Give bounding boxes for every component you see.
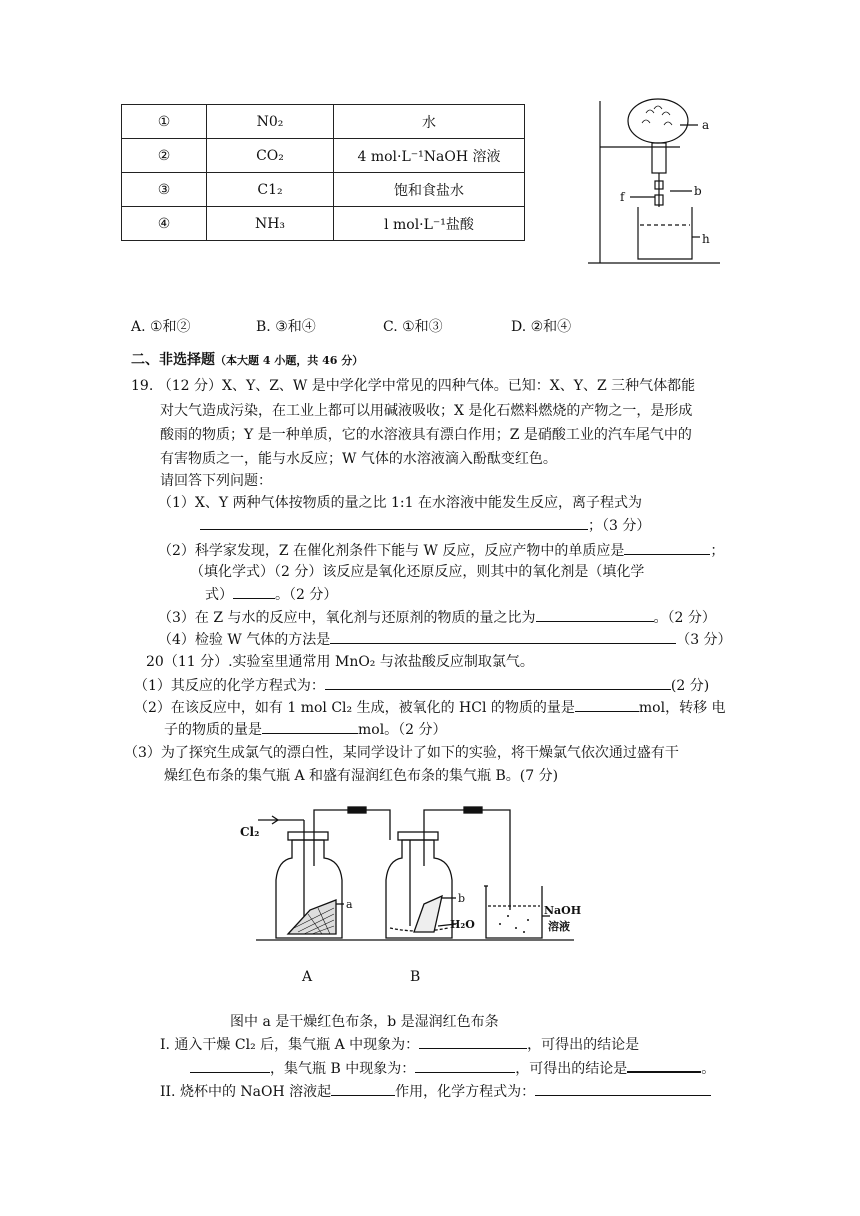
q19-part3 (158, 606, 716, 629)
answer-blank[interactable] (190, 1057, 270, 1073)
part-i-text: ，可得出的结论是 (527, 1037, 640, 1053)
liquid-cell: 水 (334, 105, 525, 139)
part-i-text: ，可得出的结论是 (515, 1061, 628, 1077)
row-number: ① (122, 105, 207, 139)
row-number: ② (122, 139, 207, 173)
part-ii-text: II. 烧杯中的 NaOH 溶液起 (160, 1084, 332, 1100)
gas-liquid-table (121, 104, 525, 241)
label-b: b (694, 184, 702, 198)
label-b: b (458, 892, 466, 905)
row-number: ④ (122, 207, 207, 241)
option-b: B. ③和④ (256, 319, 316, 335)
part-i-text: ，集气瓶 B 中现象为： (270, 1061, 416, 1077)
q19-part4 (158, 628, 732, 651)
q20-part1-text: （1）其反应的化学方程式为： (134, 678, 325, 694)
answer-blank[interactable] (331, 1080, 395, 1096)
section-heading (131, 349, 363, 372)
part-i-text: I. 通入干燥 Cl₂ 后，集气瓶 A 中现象为： (160, 1037, 420, 1053)
q19-line3: 酸雨的物质；Y 是一种单质，它的水溶液具有漂白作用；Z 是硝酸工业的汽车尾气中的 (160, 427, 692, 443)
gas-cell: N0₂ (207, 105, 334, 139)
table-row (122, 173, 525, 207)
liquid-cell: l mol·L⁻¹盐酸 (334, 207, 525, 241)
q19-part2 (158, 539, 724, 562)
naoh-label-2: 溶液 (548, 920, 570, 933)
answer-blank[interactable] (330, 628, 676, 644)
q19-line2: 对大气造成污染，在工业上都可以用碱液吸收；X 是化石燃料燃烧的产物之一，是形成 (160, 403, 693, 419)
answer-blank[interactable] (419, 1033, 527, 1049)
label-f: f (620, 190, 625, 204)
table-row (122, 139, 525, 173)
answer-blank[interactable] (627, 1056, 701, 1073)
q19-line1: 19. （12 分）X、Y、Z、W 是中学化学中常见的四种气体。已知：X、Y、Z 三种气体都能 (131, 378, 696, 394)
q20-part2-text: （2）在该反应中，如有 1 mol Cl₂ 生成，被氧化的 HCl 的物质的量是 (134, 700, 575, 716)
table-row (122, 105, 525, 139)
q20-part1 (134, 674, 709, 697)
part-ii-text: 作用，化学方程式为： (395, 1084, 536, 1100)
option-d: D. ②和④ (511, 319, 572, 335)
q20-part2-text: 子的物质的量是 (164, 722, 262, 738)
bottle-a-label: A (302, 969, 313, 985)
table-row (122, 207, 525, 241)
answer-blank[interactable] (536, 606, 654, 622)
answer-blank[interactable] (575, 696, 639, 712)
q20-part2-line2 (164, 718, 447, 741)
q19-part2-text: 式） (205, 587, 233, 603)
liquid-cell: 4 mol·L⁻¹NaOH 溶液 (334, 139, 525, 173)
answer-blank[interactable] (415, 1057, 515, 1073)
q19-part4-score: （3 分） (676, 632, 732, 648)
part-ii-line (160, 1080, 711, 1103)
section-note: （本大题 4 小题，共 46 分） (215, 354, 364, 367)
label-a: a (702, 118, 710, 132)
q19-part1-score: ；（3 分） (588, 518, 651, 534)
q20-part1-score: (2 分) (670, 678, 710, 694)
option-a: A. ①和② (131, 319, 191, 335)
option-c: C. ①和③ (383, 319, 443, 335)
q20-part2 (134, 696, 726, 719)
h2o-label: H₂O (450, 918, 475, 931)
q19-part1: （1）X、Y 两种气体按物质的量之比 1:1 在水溶液中能发生反应，离子程式为 (158, 495, 642, 511)
gas-cell: C1₂ (207, 173, 334, 207)
punct: ； (710, 543, 725, 559)
q20-part3-line2: 燥红色布条的集气瓶 A 和盛有湿润红色布条的集气瓶 B。(7 分) (164, 768, 559, 784)
answer-blank[interactable] (233, 583, 275, 599)
q19-part2-score: 。（2 分） (275, 587, 338, 603)
section-title: 二、非选择题 (131, 352, 215, 368)
gas-cell: NH₃ (207, 207, 334, 241)
part-i-line2 (190, 1056, 715, 1080)
q19-part4-text: （4）检验 W 气体的方法是 (158, 632, 331, 648)
answer-blank[interactable] (262, 718, 358, 734)
answer-blank[interactable] (200, 514, 588, 530)
q19-part3-score: 。（2 分） (653, 610, 716, 626)
part-i-line1 (160, 1033, 639, 1056)
answer-blank[interactable] (535, 1080, 711, 1096)
cl2-label: Cl₂ (240, 825, 260, 839)
q20-part3: （3）为了探究生成氯气的漂白性，某同学设计了如下的实验，将干燥氯气依次通过盛有干 (124, 745, 679, 761)
q20-part2-text: mol，转移 电 (638, 700, 726, 716)
liquid-cell: 饱和食盐水 (334, 173, 525, 207)
punct: 。 (701, 1061, 716, 1077)
label-h: h (702, 232, 710, 246)
row-number: ③ (122, 173, 207, 207)
fountain-apparatus-diagram (580, 95, 730, 270)
q19-part2-text: （2）科学家发现，Z 在催化剂条件下能与 W 反应，反应产物中的单质应是 (158, 543, 625, 559)
q19-part3-text: （3）在 Z 与水的反应中，氧化剂与还原剂的物质的量之比为 (158, 610, 536, 626)
bottle-b-label: B (410, 969, 421, 985)
q19-part2-line2: （填化学式）（2 分）该反应是氧化还原反应，则其中的氧化剂是（填化学 (190, 564, 645, 580)
naoh-label: NaOH (544, 904, 582, 917)
q19-part2-line3 (205, 583, 337, 606)
q20-part2-score: mol。（2 分） (358, 722, 447, 738)
q19-part1-answer (200, 514, 650, 537)
q20-line1: 20（11 分）.实验室里通常用 MnO₂ 与浓盐酸反应制取氯气。 (146, 654, 534, 670)
q19-line4: 有害物质之一，能与水反应；W 气体的水溶液滴入酚酞变红色。 (160, 451, 557, 467)
gas-cell: CO₂ (207, 139, 334, 173)
figure-caption: 图中 a 是干燥红色布条，b 是湿润红色布条 (230, 1014, 499, 1030)
label-a: a (346, 898, 353, 911)
q19-line5: 请回答下列问题： (160, 473, 272, 489)
answer-blank[interactable] (624, 539, 710, 555)
answer-blank[interactable] (325, 674, 671, 690)
gas-bottle-apparatus-diagram (238, 800, 598, 948)
